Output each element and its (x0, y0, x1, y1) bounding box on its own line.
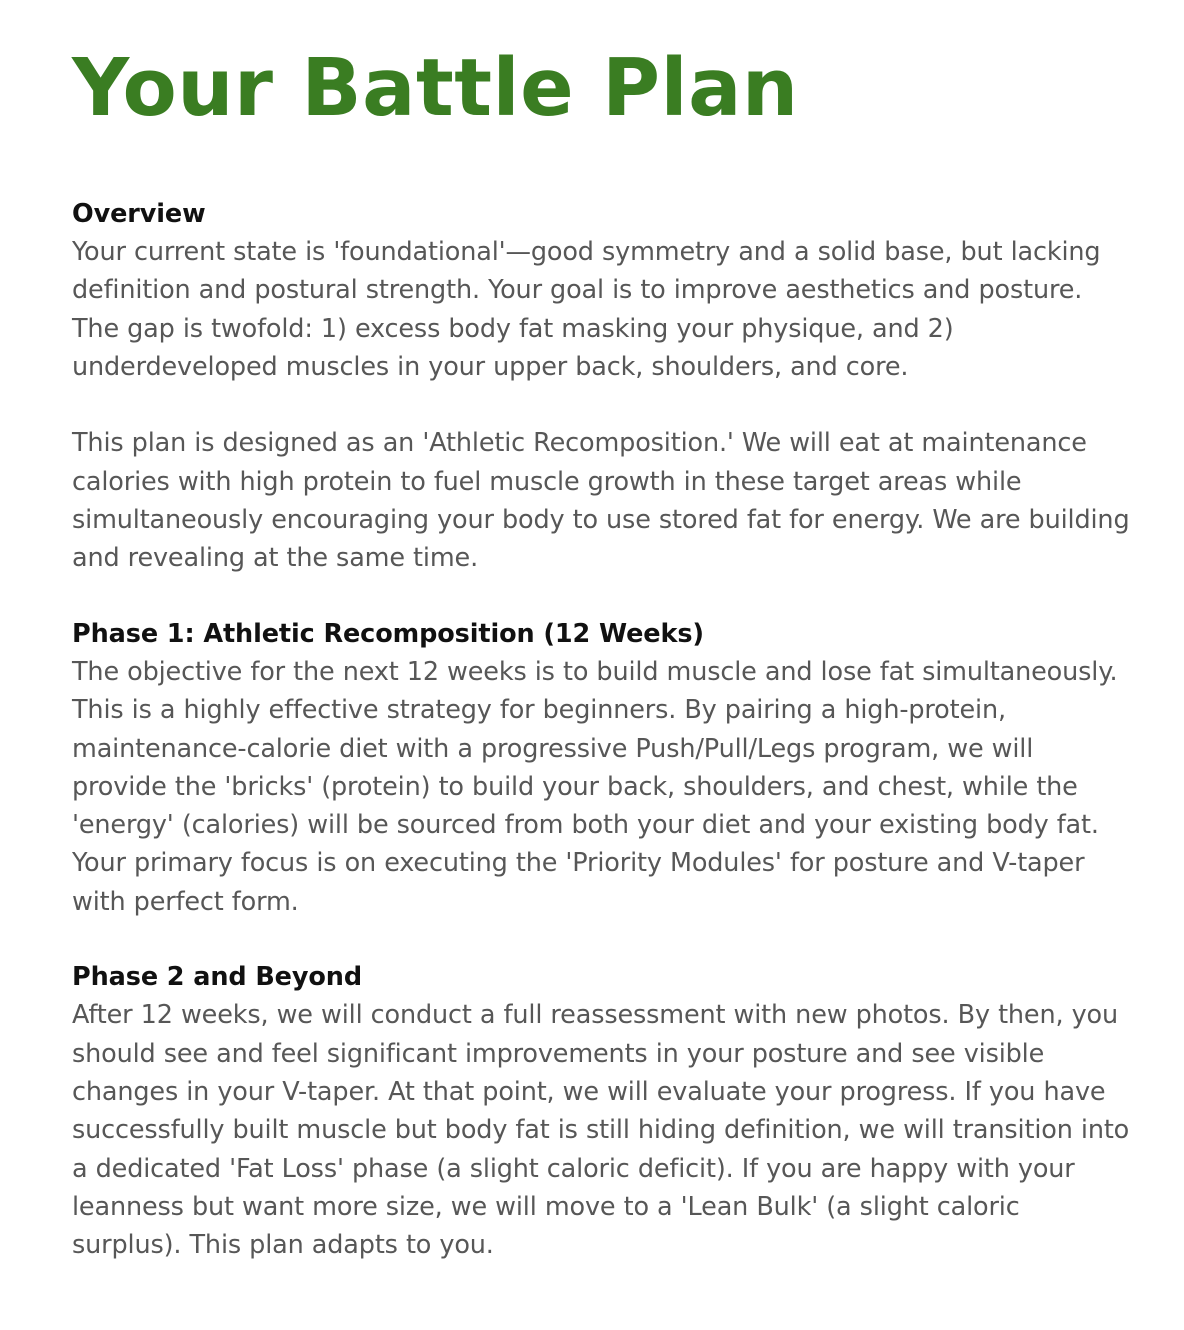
paragraph-phase-2-1: After 12 weeks, we will conduct a full reassessment with new photos. By then, you should see and feel significant improvements in your posture and see visible changes in your V-taper. At that point, we will evaluate your progress. If you have successfully built muscle but body fat is still hiding definition, we will transition into a dedicated 'Fat Loss' phase (a slight caloric deficit). If you are happy with your leanness but want more size, we will move to a 'Lean Bulk' (a slight caloric surplus). This plan adapts to you. (72, 1000, 1130, 1261)
section-overview (72, 196, 1134, 578)
section-phase-2 (72, 959, 1134, 1264)
section-phase-1 (72, 616, 1134, 921)
section-heading-overview: Overview (72, 199, 206, 229)
page-title: Your Battle Plan (72, 42, 799, 134)
paragraph-overview-2: This plan is designed as an 'Athletic Recomposition.' We will eat at maintenance calories with high protein to fuel muscle growth in these target areas while simultaneously encouraging your body to use stored fat for energy. We are building and revealing at the same time. (72, 428, 1130, 574)
section-heading-phase-1: Phase 1: Athletic Recomposition (12 Weeks) (72, 618, 704, 649)
paragraph-overview-1: Your current state is 'foundational'—good symmetry and a solid base, but lacking definition and postural strength. Your goal is to improve aesthetics and posture. The gap is twofold: 1) excess body fat masking your physique, and 2) underdeveloped muscles in your upper back, shoulders, and core. (72, 237, 1101, 382)
section-heading-phase-2: Phase 2 and Beyond (72, 962, 362, 993)
document-body (72, 196, 1134, 1264)
paragraph-phase-1-1: The objective for the next 12 weeks is to build muscle and lose fat simultaneously. This is a highly effective strategy for beginners. By pairing a high-protein, maintenance-calorie diet with a progressive Push/Pull/Legs program, we will provide the 'bricks' (protein) to build your back, shoulders, and chest, while the 'energy' (calories) will be sourced from both your diet and your existing body fat. Your primary focus is on executing the 'Priority Modules' for posture and V-taper with perfect form. (72, 656, 1118, 917)
